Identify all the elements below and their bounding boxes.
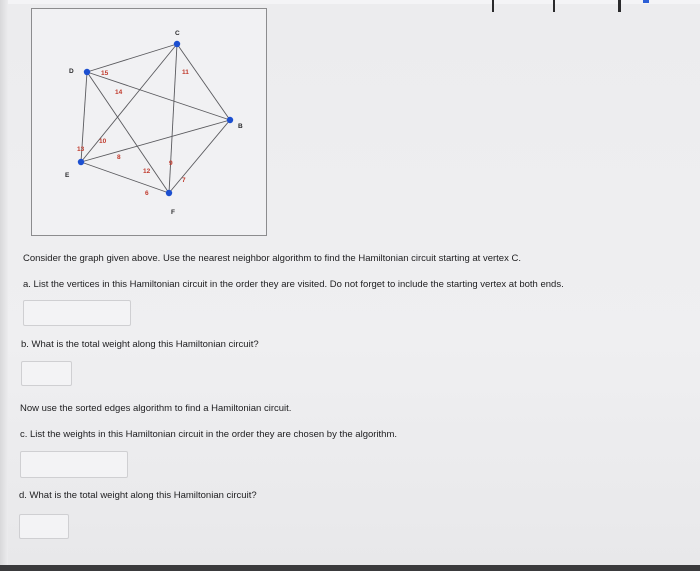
top-toolbar [0, 0, 700, 4]
edge-d-f [87, 72, 169, 193]
edge-weight-label: 7 [182, 177, 186, 184]
edge-weight-label: 6 [145, 190, 149, 197]
edge-b-f [169, 120, 230, 193]
graph-figure [31, 8, 267, 236]
answer-input-b[interactable] [21, 361, 72, 386]
vertex-c [174, 41, 180, 47]
edge-c-d [87, 44, 177, 72]
vertex-b [227, 117, 233, 123]
question-part-c: c. List the weights in this Hamiltonian circuit in the order they are chosen by the algorithm. [20, 429, 398, 440]
edge-weight-label: 12 [143, 168, 151, 175]
edge-weight-label: 11 [182, 69, 189, 76]
toolbar-indicator [643, 0, 649, 3]
edge-weight-label: 8 [117, 154, 121, 161]
toolbar-tick [492, 0, 494, 12]
left-edge [0, 0, 8, 571]
question-intro: Consider the graph given above. Use the nearest neighbor algorithm to find the Hamiltonian circuit starting at vertex C. [23, 253, 521, 264]
vertex-e [78, 159, 84, 165]
edge-weight-label: 9 [169, 160, 173, 167]
edge-weight-label: 14 [115, 89, 123, 96]
graph-svg [32, 9, 266, 235]
answer-input-c[interactable] [20, 451, 128, 478]
toolbar-tick [618, 0, 621, 12]
question-part-d: d. What is the total weight along this Hamiltonian circuit? [19, 490, 257, 501]
answer-input-d[interactable] [19, 514, 69, 539]
edge-e-f [81, 162, 169, 193]
vertex-label-d: D [69, 68, 74, 75]
vertex-label-e: E [65, 172, 70, 179]
edge-c-b [177, 44, 230, 120]
vertex-d [84, 69, 90, 75]
question-part-a: a. List the vertices in this Hamiltonian circuit in the order they are visited. Do not forget to include the starting vertex at both ends. [23, 279, 564, 290]
edge-d-b [87, 72, 230, 120]
edge-c-f [169, 44, 177, 193]
toolbar-tick [553, 0, 555, 12]
edge-weight-label: 15 [101, 70, 109, 77]
question-part-b: b. What is the total weight along this Hamiltonian circuit? [21, 339, 259, 350]
vertex-label-f: F [171, 209, 175, 216]
graph-edges [81, 44, 230, 193]
vertex-label-c: C [175, 30, 180, 37]
edge-weight-label: 10 [99, 138, 107, 145]
edge-c-e [81, 44, 177, 162]
bottom-edge [0, 565, 700, 571]
sorted-edges-intro: Now use the sorted edges algorithm to find a Hamiltonian circuit. [20, 403, 292, 414]
edge-weight-label: 13 [77, 146, 85, 153]
vertex-label-b: B [238, 123, 243, 130]
vertex-f [166, 190, 172, 196]
answer-input-a[interactable] [23, 300, 131, 326]
